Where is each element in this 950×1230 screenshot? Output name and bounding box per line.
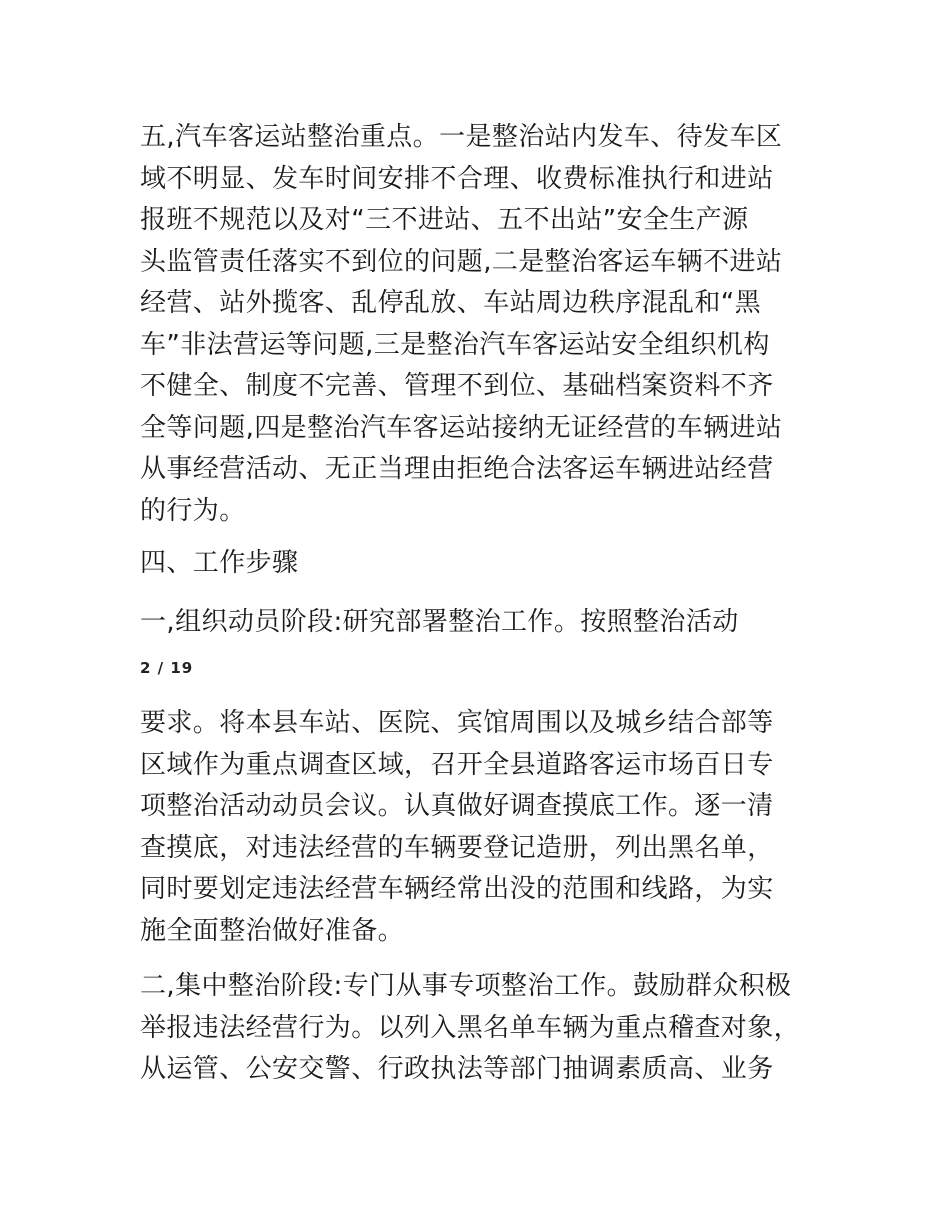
- paragraph-concentrated-rectification-phase: 二,集中整治阶段:专门从事专项整治工作。鼓励群众积极 举报违法经营行为。以列入黑名单车辆为重点稽查对象， 从运管、公安交警、行政执法等部门抽调素质高、业务: [140, 971, 801, 1084]
- paragraph-mobilization-phase: 一,组织动员阶段:研究部署整治工作。按照整治活动: [140, 607, 739, 637]
- section-heading-work-steps: 四、工作步骤: [140, 548, 299, 578]
- page-number: 2 / 19: [140, 659, 194, 677]
- paragraph-mobilization-phase-continued: 要求。将本县车站、医院、宾馆周围以及城乡结合部等 区域作为重点调查区域，召开全县道路客运市场百日专 项整治活动动员会议。认真做好调查摸底工作。逐一清 查摸底，对违法经营的车辆要登记造册，列出黑名单， 同时要划定违法经营车辆经常出没的范围和线路，为实 施全面整治做好准备。: [140, 708, 774, 946]
- paragraph-bus-station-rectification: 五,汽车客运站整治重点。一是整治站内发车、待发车区 域不明显、发车时间安排不合理、收费标准执行和进站 报班不规范以及对“三不进站、五不出站”安全生产源 头监管责任落实不到位的问题,二是整治客运车辆不进站 经营、站外揽客、乱停乱放、车站周边秩序混乱和“黑 车”非法营运等问题,三是整治汽车客运站安全组织机构 不健全、制度不完善、管理不到位、基础档案资料不齐 全等问题,四是整治汽车客运站接纳无证经营的车辆进站 从事经营活动、无正当理由拒绝合法客运车辆进站经营 的行为。: [140, 122, 783, 526]
